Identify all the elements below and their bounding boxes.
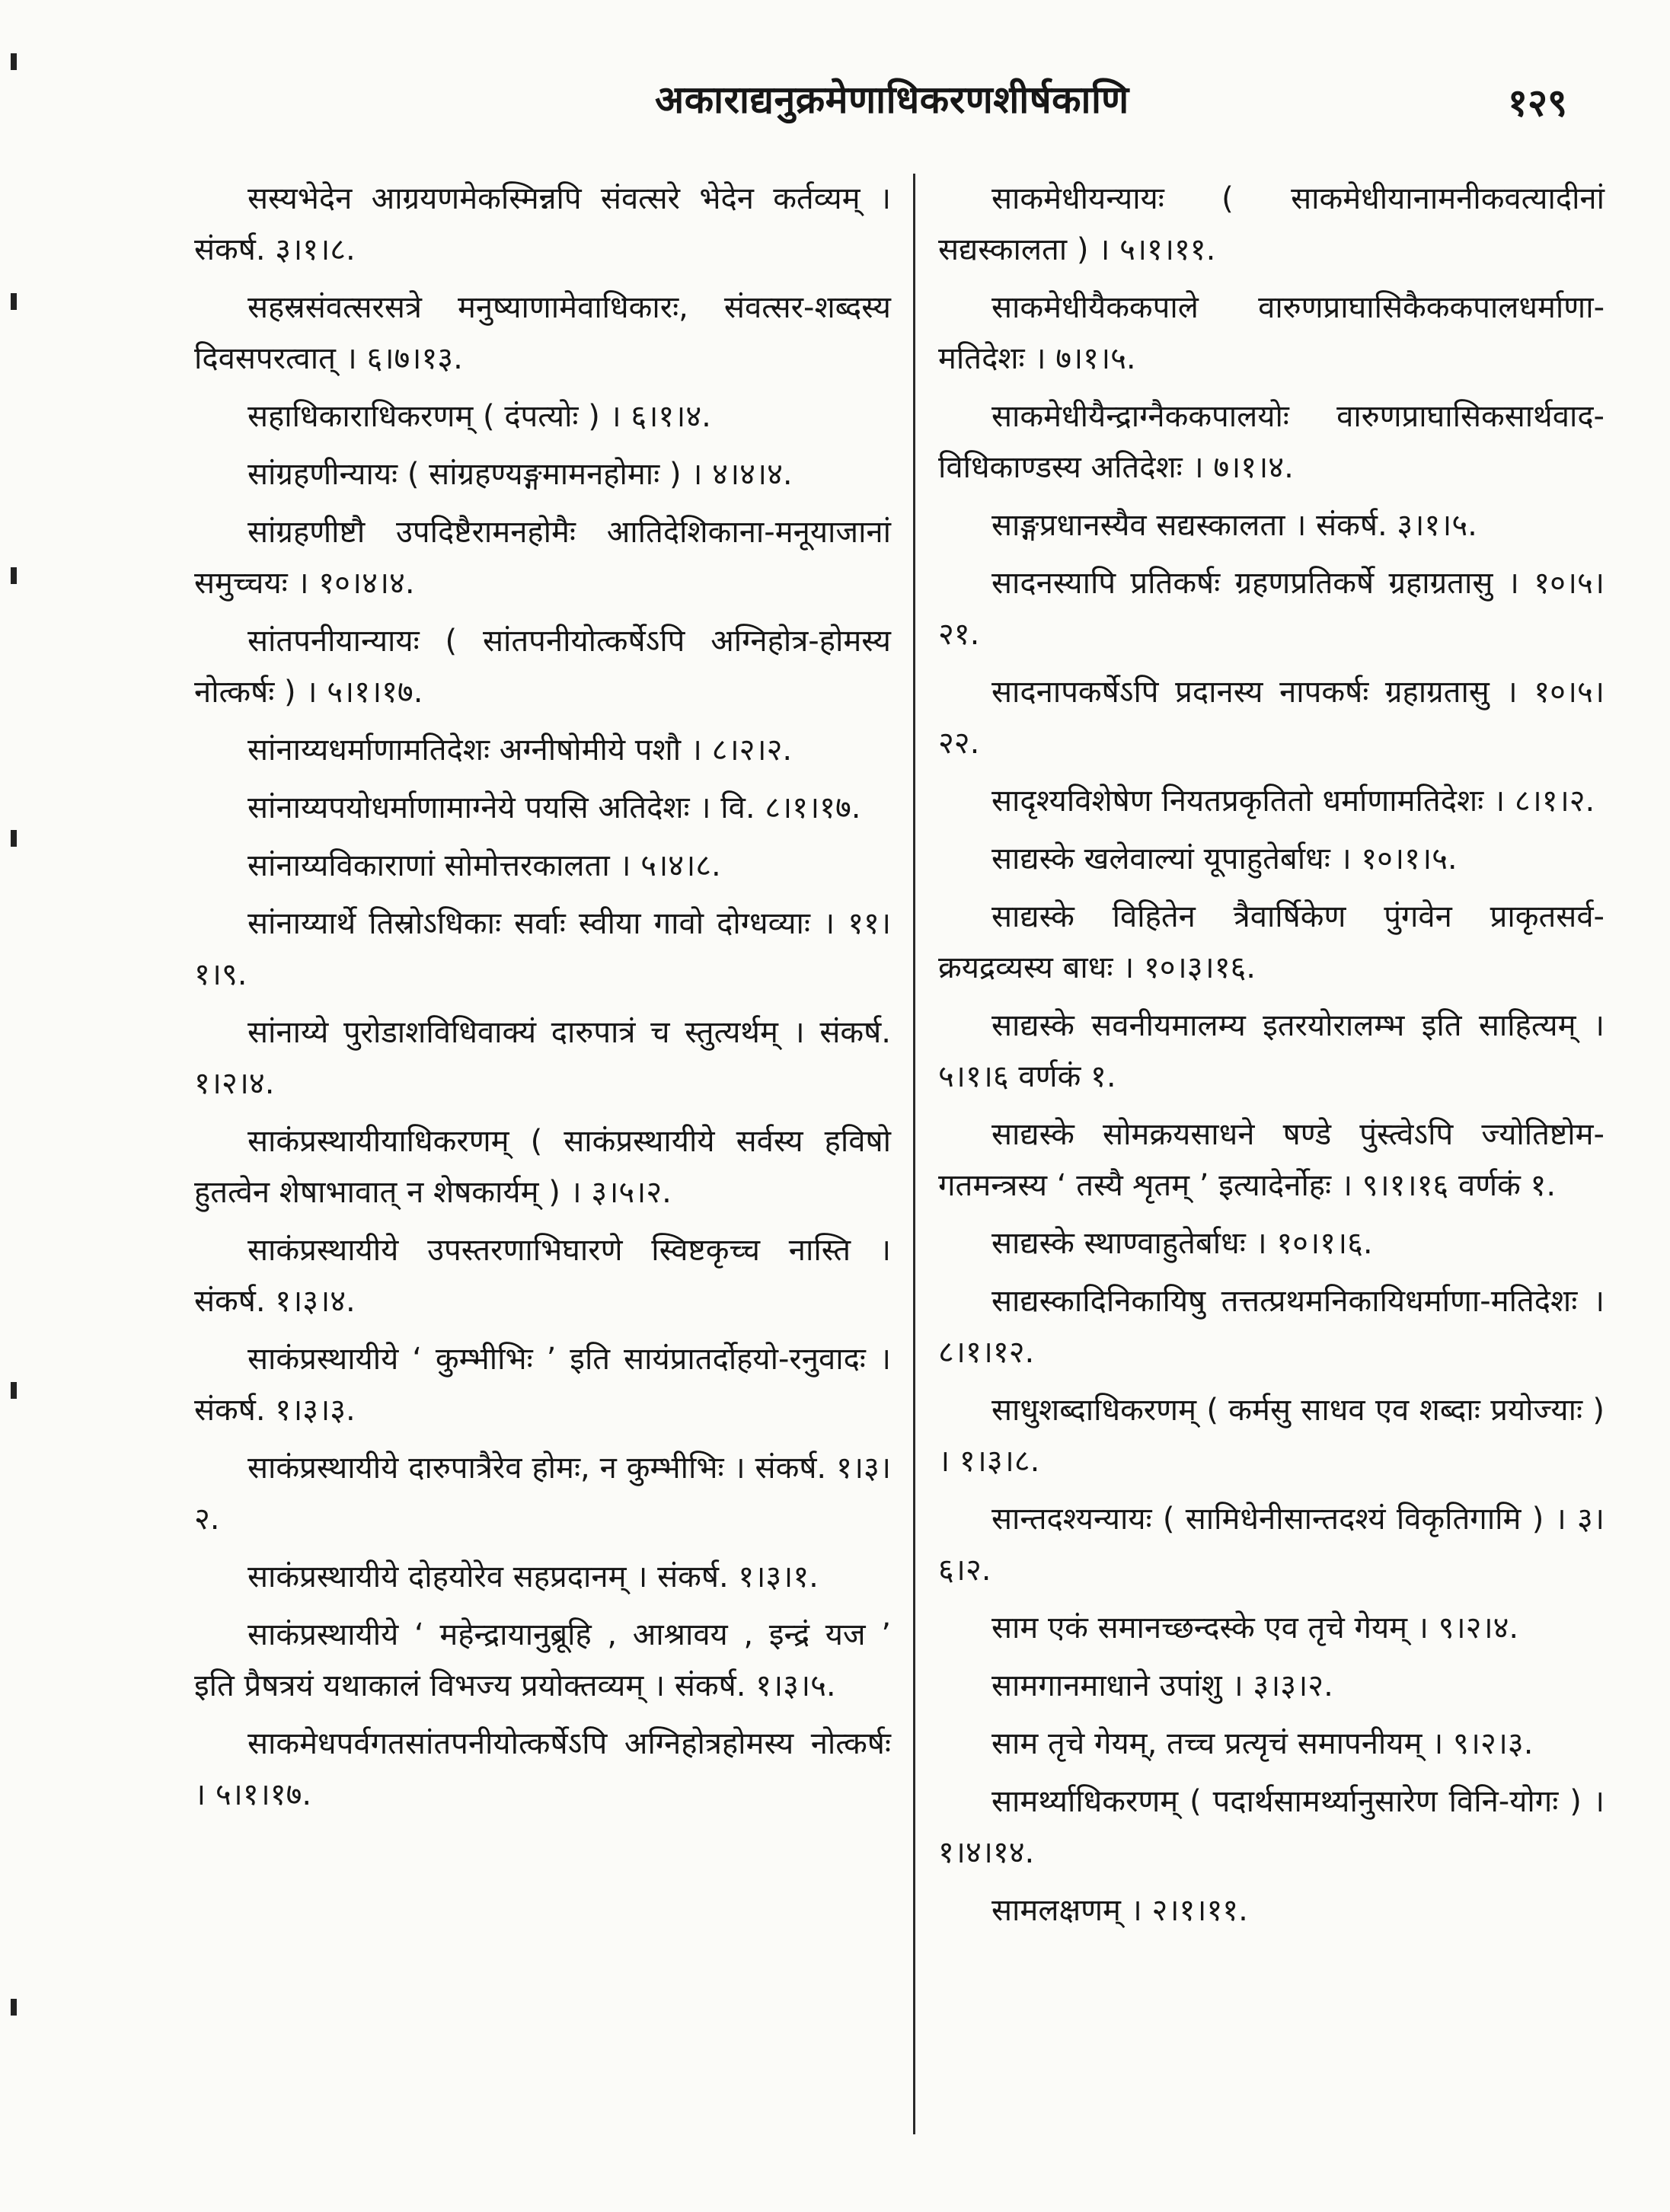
index-entry: साद्यस्के खलेवाल्यां यूपाहुतेर्बाधः । १०।१।५. <box>991 841 1458 876</box>
binding-mark <box>11 1999 17 2016</box>
index-entry: साकंप्रस्थायीये दारुपात्रैरेव होमः, न कुम्भीभिः । संकर्ष. १।३।२. <box>194 1451 891 1537</box>
index-entry: सांनाय्यधर्माणामतिदेशः अग्नीषोमीये पशौ । ८।२।२. <box>247 733 793 768</box>
index-entry: साकमेधीयैन्द्राग्नैककपालयोः वारुणप्राघासिकसार्थवाद-विधिकाण्डस्य अतिदेशः । ७।१।४. <box>938 399 1605 485</box>
index-entry: सांनाय्यविकाराणां सोमोत्तरकालता । ५।४।८. <box>247 848 721 883</box>
index-entry: सस्यभेदेन आग्रयणमेकस्मिन्नपि संवत्सरे भेदेन कर्तव्यम् । संकर्ष. ३।१।८. <box>194 181 891 267</box>
index-entry: साकंप्रस्थायीये ‘ महेन्द्रायानुब्रूहि , आश्रावय , इन्द्रं यज ’ इति प्रैषत्रयं यथाकालं विभज्य प्रयोक्तव्यम् । संकर्ष. १।३।५. <box>194 1617 891 1703</box>
binding-mark <box>11 1382 17 1399</box>
index-entry: साकमेधीयन्यायः ( साकमेधीयानामनीकवत्यादीनां सद्यस्कालता ) । ५।१।११. <box>938 181 1605 267</box>
index-entry: सामलक्षणम् । २।१।११. <box>991 1893 1248 1928</box>
index-entry: सामर्थ्याधिकरणम् ( पदार्थसामर्थ्यानुसारेण विनि-योगः ) । १।४।१४. <box>938 1784 1605 1870</box>
binding-mark <box>11 830 17 847</box>
binding-mark <box>11 293 17 310</box>
index-entry: सांग्रहणीष्टौ उपदिष्टैरामनहोमैः आतिदेशिकाना-मनूयाजानां समुच्चयः । १०।४।४. <box>194 515 891 601</box>
index-entry: साकमेधीयैककपाले वारुणप्राघासिकैककपालधर्माणा-मतिदेशः । ७।१।५. <box>938 290 1605 376</box>
index-entry: सांतपनीयान्यायः ( सांतपनीयोत्कर्षेऽपि अग्निहोत्र-होमस्य नोत्कर्षः ) । ५।१।१७. <box>194 624 891 710</box>
page-number: १२९ <box>1508 81 1567 125</box>
index-entry: साम एकं समानच्छन्दस्के एव तृचे गेयम् । ९।२।४. <box>991 1610 1519 1645</box>
index-entry: साकंप्रस्थायीये उपस्तरणाभिघारणे स्विष्टकृच्च नास्ति । संकर्ष. १।३।४. <box>194 1233 891 1319</box>
index-entry: सांनाय्यार्थे तिस्रोऽधिकाः सर्वाः स्वीया गावो दोग्धव्याः । ११।१।९. <box>194 906 891 992</box>
index-entry: साकंप्रस्थायीयाधिकरणम् ( साकंप्रस्थायीये सर्वस्य हविषो हुतत्वेन शेषाभावात् न शेषकार्यम् ) । ३।५।२. <box>194 1124 891 1210</box>
index-entry: सहाधिकाराधिकरणम् ( दंपत्योः ) । ६।१।४. <box>247 399 711 434</box>
index-entry: सांनाय्यपयोधर्माणामाग्नेये पयसि अतिदेशः । वि. ८।१।१७. <box>247 790 861 825</box>
index-entry: साम तृचे गेयम्, तच्च प्रत्यृचं समापनीयम् । ९।२।३. <box>991 1726 1534 1761</box>
left-column <box>194 174 891 1827</box>
index-entry: सादृश्यविशेषेण नियतप्रकृतितो धर्माणामतिदेशः । ८।१।२. <box>991 784 1595 819</box>
index-entry: साकंप्रस्थायीये दोहयोरेव सहप्रदानम् । संकर्ष. १।३।१. <box>247 1559 819 1594</box>
column-divider <box>913 174 915 2134</box>
index-entry: सान्तदश्यन्यायः ( सामिधेनीसान्तदश्यं विकृतिगामि ) । ३।६।२. <box>938 1502 1605 1588</box>
binding-mark <box>11 53 17 70</box>
index-entry: साद्यस्के स्थाण्वाहुतेर्बाधः । १०।१।६. <box>991 1226 1373 1261</box>
index-entry: सादनस्यापि प्रतिकर्षः ग्रहणप्रतिकर्षे ग्रहाग्रतासु । १०।५।२१. <box>938 566 1605 652</box>
index-entry: साकमेधपर्वगतसांतपनीयोत्कर्षेऽपि अग्निहोत्रहोमस्य नोत्कर्षः । ५।१।१७. <box>194 1726 891 1812</box>
right-column <box>938 174 1605 1943</box>
index-entry: साद्यस्के विहितेन त्रैवार्षिकेण पुंगवेन प्राकृतसर्व-क्रयद्रव्यस्य बाधः । १०।३।१६. <box>938 899 1605 985</box>
index-entry: साधुशब्दाधिकरणम् ( कर्मसु साधव एव शब्दाः प्रयोज्याः ) । १।३।८. <box>938 1393 1605 1479</box>
index-entry: सांग्रहणीन्यायः ( सांग्रहण्यङ्गमामनहोमाः ) । ४।४।४. <box>247 457 793 492</box>
page-header <box>0 72 1670 141</box>
running-title: अकाराद्यनुक्रमेणाधिकरणशीर्षकाणि <box>655 78 1129 122</box>
index-entry: सांनाय्ये पुरोडाशविधिवाक्यं दारुपात्रं च स्तुत्यर्थम् । संकर्ष. १।२।४. <box>194 1015 891 1101</box>
index-entry: साद्यस्कादिनिकायिषु तत्तत्प्रथमनिकायिधर्माणा-मतिदेशः । ८।१।१२. <box>938 1284 1605 1370</box>
index-entry: सामगानमाधाने उपांशु । ३।३।२. <box>991 1668 1333 1703</box>
index-entry: साकंप्रस्थायीये ‘ कुम्भीभिः ’ इति सायंप्रातर्दोहयो-रनुवादः । संकर्ष. १।३।३. <box>194 1342 891 1428</box>
index-entry: साङ्गप्रधानस्यैव सद्यस्कालता । संकर्ष. ३।१।५. <box>991 508 1477 543</box>
index-entry: सादनापकर्षेऽपि प्रदानस्य नापकर्षः ग्रहाग्रतासु । १०।५।२२. <box>938 675 1605 761</box>
index-entry: सहस्रसंवत्सरसत्रे मनुष्याणामेवाधिकारः, संवत्सर-शब्दस्य दिवसपरत्वात् । ६।७।१३. <box>194 290 891 376</box>
index-entry: साद्यस्के सवनीयमालम्य इतरयोरालम्भ इति साहित्यम् । ५।१।६ वर्णकं १. <box>938 1008 1605 1094</box>
index-entry: साद्यस्के सोमक्रयसाधने षण्डे पुंस्त्वेऽपि ज्योतिष्टोम-गतमन्त्रस्य ‘ तस्यै शृतम् ’ इत्यादेर्नोहः । ९।१।१६ वर्णकं १. <box>938 1117 1605 1203</box>
binding-mark <box>11 567 17 584</box>
